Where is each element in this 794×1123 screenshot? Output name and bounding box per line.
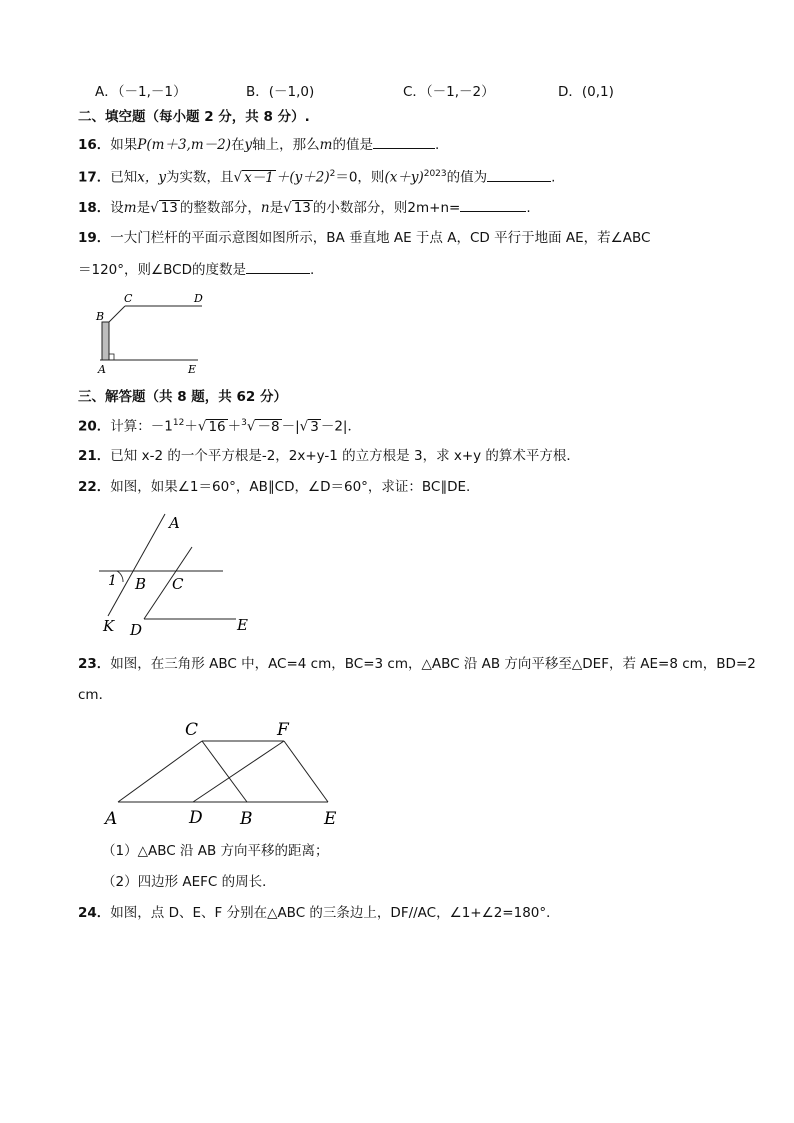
question-17: 17．已知x，y为实数，且√ $x-1 +(y+2)^2=0$，则$(x+y)^{2023}$的值为 .	[78, 169, 556, 186]
post-ba	[102, 322, 109, 360]
label-c: C	[185, 720, 199, 740]
question-number: 24．	[78, 905, 111, 921]
question-24: 24．如图，点 D、E、F 分别在△ABC 的三条边上，DF//AC，∠1+∠2=180°．	[78, 905, 560, 921]
question-20: 20．计算：$-1^{12}+√$ 16 ＋$^3$√ －8 －|√ 3 －2|．	[78, 418, 361, 435]
label-f: F	[277, 720, 289, 740]
label-d: D	[189, 808, 203, 828]
choice-d: D．(0,1)	[558, 84, 614, 100]
label-e: E	[188, 363, 197, 376]
side-ac	[118, 741, 202, 802]
choice-a: A．（－1,－1）	[95, 84, 187, 100]
answer-blank	[487, 168, 551, 182]
question-number: 18．	[78, 200, 111, 216]
label-b: B	[135, 575, 147, 593]
question-number: 16．	[78, 137, 111, 153]
label-e: E	[324, 809, 337, 829]
label-angle-1: 1	[108, 573, 117, 589]
side-cb	[202, 741, 247, 802]
label-a: A	[98, 363, 106, 376]
gate-railing-figure	[90, 290, 220, 376]
question-21: 21．已知 x-2 的一个平方根是-2，2x+y-1 的立方根是 3，求 x+y 的算术平方根．	[78, 448, 580, 464]
question-18: 18．设m是√ 13 的整数部分，n是√ 13 的小数部分，则2m+n= .	[78, 200, 531, 216]
question-19-line2: ＝120°，则∠BCD的度数是 .	[78, 262, 315, 278]
question-23-part-2: （2）四边形 AEFC 的周长．	[102, 874, 276, 890]
label-d: D	[194, 292, 203, 305]
label-c: C	[172, 575, 184, 593]
label-b: B	[240, 809, 253, 829]
right-angle-mark	[109, 354, 114, 360]
question-23-line2: cm．	[78, 687, 113, 703]
segment-bc	[109, 306, 125, 322]
answer-blank	[460, 198, 526, 212]
label-e: E	[237, 616, 248, 634]
side-fe	[284, 741, 328, 802]
label-d: D	[130, 621, 143, 639]
section-title-fill-in: 二、填空题（每小题 2 分，共 8 分）.	[78, 109, 310, 125]
line-cd	[144, 547, 192, 619]
question-number: 21．	[78, 448, 111, 464]
question-22: 22．如图，如果∠1＝60°，AB∥CD，∠D＝60°，求证：BC∥DE.	[78, 479, 471, 495]
question-19: 19．一大门栏杆的平面示意图如图所示，BA 垂直地 AE 于点 A，CD 平行于地面 AE，若∠ABC	[78, 230, 651, 246]
label-a: A	[169, 514, 180, 532]
label-k: K	[103, 617, 115, 635]
question-number: 20．	[78, 418, 111, 435]
section-title-solve: 三、解答题（共 8 题，共 62 分）	[78, 389, 287, 405]
label-c: C	[124, 292, 133, 305]
question-23-part-1: （1）△ABC 沿 AB 方向平移的距离；	[102, 843, 329, 859]
angle-1-arc	[117, 571, 123, 582]
question-23: 23．如图，在三角形 ABC 中，AC=4 cm，BC=3 cm，△ABC 沿 AB 方向平移至△DEF，若 AE=8 cm，BD=2	[78, 656, 756, 672]
side-df	[193, 741, 284, 802]
question-number: 17．	[78, 169, 111, 186]
question-number: 22．	[78, 479, 111, 495]
choice-b: B．(－1,0)	[246, 84, 315, 100]
triangle-translation-figure	[100, 715, 350, 830]
question-16: 16．如果P(m＋3,m－2)在y轴上，那么m的值是 .	[78, 137, 440, 153]
label-b: B	[96, 310, 105, 323]
question-number: 23．	[78, 656, 111, 672]
answer-blank	[373, 135, 435, 149]
question-number: 19．	[78, 230, 111, 246]
parallel-lines-figure	[95, 508, 265, 643]
label-a: A	[105, 809, 118, 829]
answer-blank	[246, 260, 310, 274]
choice-c: C．（－1,－2）	[403, 84, 495, 100]
